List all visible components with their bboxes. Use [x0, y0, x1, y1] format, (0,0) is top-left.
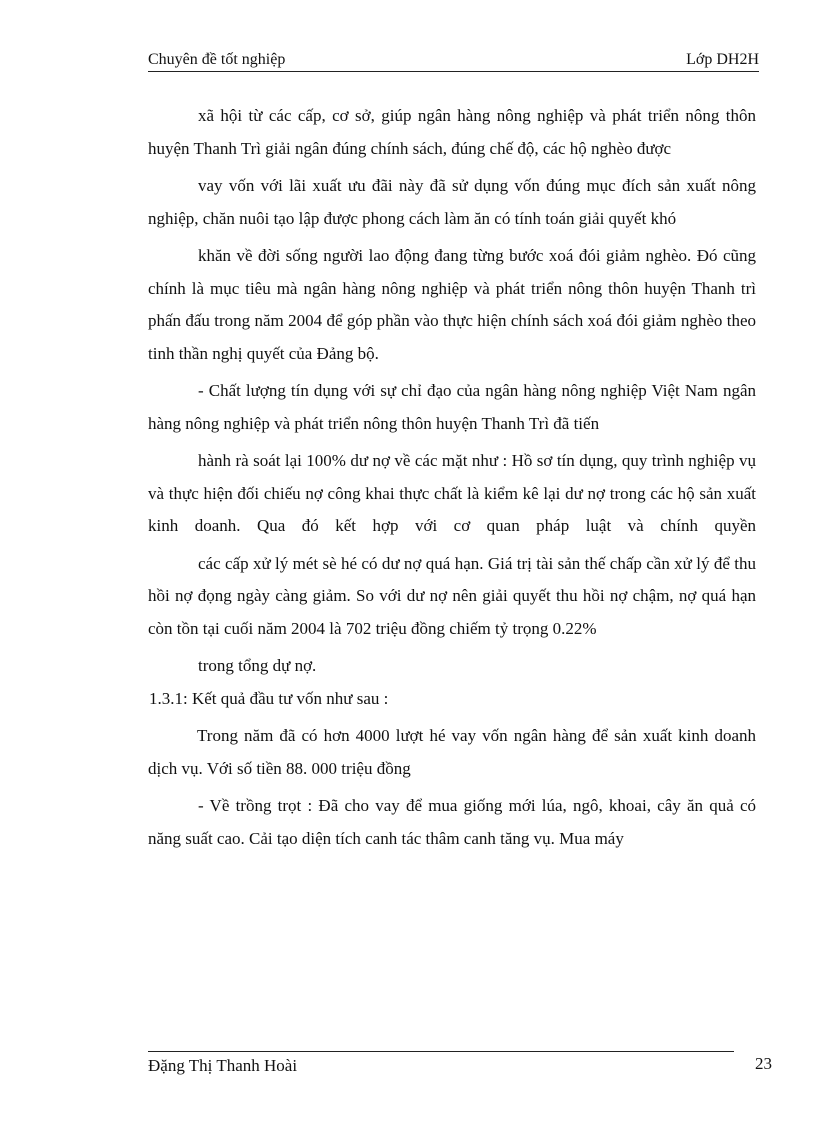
page-number: 23 [755, 1054, 772, 1073]
paragraph: - Chất lượng tín dụng với sự chỉ đạo của ngân hàng nông nghiệp Việt Nam ngân hàng nông nghiệp và phát triển nông thôn huyện Thanh Trì đã tiến [148, 381, 756, 433]
paragraph: vay vốn với lãi xuất ưu đãi này đã sử dụng vốn đúng mục đích sản xuất nông nghiệp, chăn nuôi tạo lập được phong cách làm ăn có tính toán giải quyết khó [148, 176, 756, 228]
document-title: Chuyên đề tốt nghiệp [148, 51, 286, 68]
page-body [148, 100, 756, 855]
author-name: Đặng Thị Thanh Hoài [148, 1056, 298, 1075]
footer-rule [148, 1051, 734, 1052]
section-heading: 1.3.1: Kết quả đầu tư vốn như sau : [149, 688, 389, 708]
paragraph: - Về trồng trọt : Đã cho vay để mua giống mới lúa, ngô, khoai, cây ăn quả có năng suất cao. Cải tạo diện tích canh tác thâm canh tăng vụ. Mua máy [148, 796, 756, 848]
header-rule [148, 71, 759, 72]
paragraph: các cấp xử lý mét sè hé có dư nợ quá hạn. Giá trị tài sản thế chấp cần xử lý để thu hồi nợ đọng ngày càng giảm. So với dư nợ nên giải quyết thu hồi nợ chậm, nợ quá hạn còn tồn tại cuối năm 2004 là 702 triệu đồng chiếm tỷ trọng 0.22% [148, 553, 756, 638]
paragraph: Trong năm đã có hơn 4000 lượt hé vay vốn ngân hàng để sản xuất kinh doanh dịch vụ. Với số tiền 88. 000 triệu đồng [148, 726, 756, 778]
paragraph: trong tổng dự nợ. [198, 656, 317, 675]
class-label: Lớp DH2H [686, 51, 759, 68]
paragraph: khăn về đời sống người lao động đang từng bước xoá đói giảm nghèo. Đó cũng chính là mục tiêu mà ngân hàng nông nghiệp và phát triển nông thôn huyện Thanh trì phấn đấu trong năm 2004 để góp phần vào thực hiện chính sách xoá đói giảm nghèo theo tinh thần nghị quyết của Đảng bộ. [148, 246, 756, 363]
paragraph: xã hội từ các cấp, cơ sở, giúp ngân hàng nông nghiệp và phát triển nông thôn huyện Thanh Trì giải ngân đúng chính sách, đúng chế độ, các hộ nghèo được [148, 106, 756, 158]
paragraph: hành rà soát lại 100% dư nợ về các mặt như : Hồ sơ tín dụng, quy trình nghiệp vụ và thực hiện đối chiếu nợ công khai thực chất là kiểm kê lại dư nợ trong các hộ sản xuất kinh doanh. Qua đó kết hợp với cơ quan pháp luật và chính quyền [148, 451, 756, 535]
